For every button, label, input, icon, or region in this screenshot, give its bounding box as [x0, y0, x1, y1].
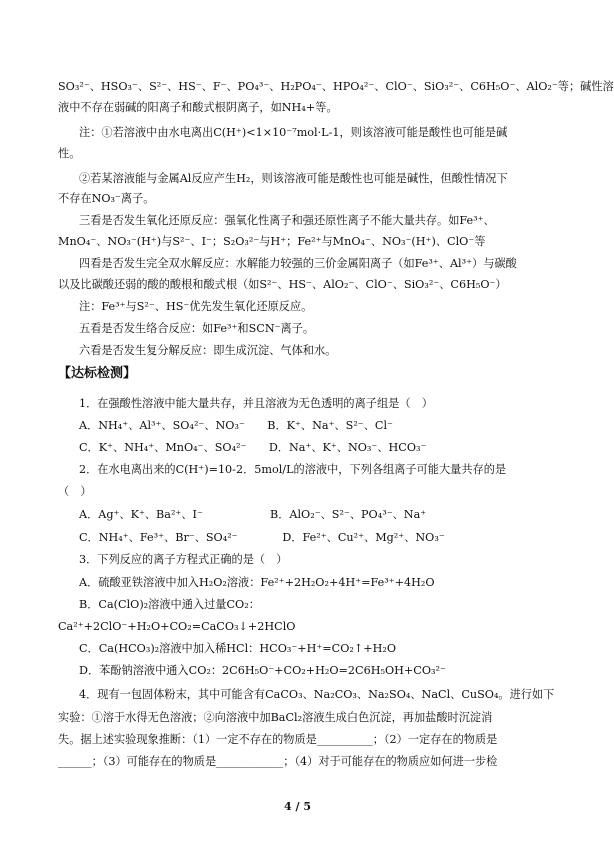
question-3: 3．下列反应的离子方程式正确的是（ ） — [79, 553, 288, 566]
option-line: A．Ag⁺、K⁺、Ba²⁺、I⁻ B．AlO₂⁻、S²⁻、PO₄³⁻、Na⁺ — [79, 508, 427, 521]
text-line: 五看是否发生络合反应：如Fe³⁺和SCN⁻离子。 — [79, 322, 315, 335]
text-line: ②若某溶液能与金属Al反应产生H₂，则该溶液可能是酸性也可能是碱性，但酸性情况下 — [79, 172, 508, 185]
option-line: B．Ca(ClO)₂溶液中通入过量CO₂： — [79, 598, 260, 611]
text-line: 六看是否发生复分解反应：即生成沉淀、气体和水。 — [79, 344, 337, 357]
text-line: 不存在NO₃⁻离子。 — [58, 192, 155, 205]
text-line: 以及比碳酸还弱的酸的酸根和酸式根（如S²⁻、HS⁻、AlO₂⁻、ClO⁻、SiO₃²⁻、C6H₅O⁻） — [58, 278, 507, 291]
option-line: A．硫酸亚铁溶液中加入H₂O₂溶液：Fe²⁺+2H₂O₂+4H⁺=Fe³⁺+4H₂O — [79, 576, 435, 589]
page-number: 4 / 5 — [284, 800, 311, 813]
text-line: 实验：①溶于水得无色溶液；②向溶液中加BaCl₂溶液生成白色沉淀，再加盐酸时沉淀消 — [58, 711, 493, 724]
text-line: 失。据上述实验现象推断：（1）一定不存在的物质是__________；（2）一定存在的物质是 — [58, 733, 498, 746]
option-line: A．NH₄⁺、Al³⁺、SO₄²⁻、NO₃⁻ B．K⁺、Na⁺、S²⁻、Cl⁻ — [79, 419, 393, 432]
text-line: ______；（3）可能存在的物质是____________；（4）对于可能存在的物质应如何进一步检 — [58, 755, 498, 768]
question-4: 4．现有一包固体粉末，其中可能含有CaCO₃、Na₂CO₃、Na₂SO₄、NaCl、CuSO₄。进行如下 — [79, 688, 555, 701]
text-line: 注：①若溶液中由水电离出C(H⁺)<1×10⁻⁷mol·L-1，则该溶液可能是酸性也可能是碱 — [79, 126, 508, 139]
option-line: D．苯酚钠溶液中通入CO₂：2C6H₅O⁻+CO₂+H₂O=2C6H₅OH+CO₃²⁻ — [79, 664, 446, 677]
question-1: 1．在强酸性溶液中能大量共存，并且溶液为无色透明的离子组是（ ） — [79, 397, 433, 410]
text-line: 液中不存在弱碱的阳离子和酸式根阴离子，如NH₄+等。 — [58, 101, 338, 114]
option-line: C．K⁺、NH₄⁺、MnO₄⁻、SO₄²⁻ D．Na⁺、K⁺、NO₃⁻、HCO₃⁻ — [79, 441, 427, 454]
section-heading: 【达标检测】 — [58, 366, 137, 381]
text-line: 四看是否发生完全双水解反应：水解能力较强的三价金属阳离子（如Fe³⁺、Al³⁺）与碳酸 — [79, 257, 517, 270]
question-2: 2．在水电离出来的C(H⁺)=10-2．5mol/L的溶液中，下列各组离子可能大量共存的是 — [79, 463, 507, 476]
text-line: MnO₄⁻、NO₃⁻(H⁺)与S²⁻、I⁻；S₂O₃²⁻与H⁺；Fe²⁺与MnO₄⁻、NO₃⁻(H⁺)、ClO⁻等 — [58, 235, 486, 248]
text-line: 性。 — [58, 147, 81, 160]
option-line: C．NH₄⁺、Fe³⁺、Br⁻、SO₄²⁻ D．Fe²⁺、Cu²⁺、Mg²⁺、NO₃⁻ — [79, 531, 445, 544]
text-line: 三看是否发生氧化还原反应：强氧化性离子和强还原性离子不能大量共存。如Fe³⁺、 — [79, 214, 495, 227]
question-2-bracket: （ ） — [58, 485, 92, 498]
text-line: 注：Fe³⁺与S²⁻、HS⁻优先发生氧化还原反应。 — [79, 300, 313, 313]
text-line: SO₃²⁻、HSO₃⁻、S²⁻、HS⁻、F⁻、PO₄³⁻、H₂PO₄⁻、HPO₄²⁻、ClO⁻、SiO₃²⁻、C6H₅O⁻、AlO₂⁻等；碱性溶 — [58, 80, 614, 93]
option-line: C．Ca(HCO₃)₂溶液中加入稀HCl：HCO₃⁻+H⁺=CO₂↑+H₂O — [79, 642, 397, 655]
equation-line: Ca²⁺+2ClO⁻+H₂O+CO₂=CaCO₃↓+2HClO — [58, 620, 296, 633]
